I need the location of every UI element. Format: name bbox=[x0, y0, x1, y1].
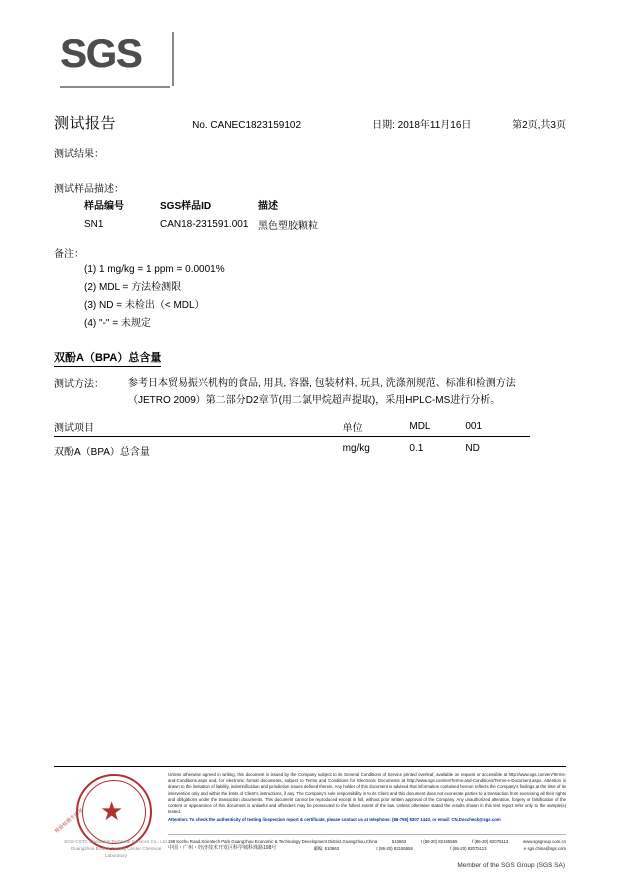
stamp-caption-line1: SGS-CSTC Standards Technical Services Co., Ltd. bbox=[64, 839, 168, 844]
result-item-mdl: 0.1 bbox=[409, 443, 424, 454]
sample-id-value: CAN18-231591.001 bbox=[160, 219, 249, 230]
report-number: No. CANEC1823159102 bbox=[192, 120, 302, 131]
table-header-row bbox=[54, 419, 530, 437]
stamp-caption-line2: Guangzhou Branch Testing Center Chemical Laboratory bbox=[70, 846, 162, 858]
table-header-row bbox=[84, 197, 398, 217]
stamp-arc-label: 检验检测专用章 bbox=[53, 807, 85, 835]
star-icon: ★ bbox=[100, 796, 124, 826]
footer-address-en-row bbox=[168, 838, 566, 845]
footer-address-cn-fax: f (86-20) 82075113 bbox=[450, 846, 487, 851]
footer-address-cn-row bbox=[168, 845, 566, 852]
logo-vertical-bar bbox=[172, 32, 174, 86]
list-item: (1) 1 mg/kg = 1 ppm = 0.0001% bbox=[84, 264, 225, 275]
footer-address-cn-email: e sgs.china@sgs.com bbox=[523, 846, 566, 851]
footer-address-en-fax: f (86-20) 82075113 bbox=[472, 839, 509, 844]
table-row bbox=[54, 437, 530, 459]
footer-address-en-web: www.sgsgroup.com.cn bbox=[523, 839, 566, 844]
footer-address-en-tel: t (86-20) 82155555 bbox=[420, 839, 458, 844]
result-col-unit: 单位 bbox=[343, 419, 410, 437]
notes-label: 备注： bbox=[54, 249, 84, 260]
sample-col-desc: 描述 bbox=[258, 201, 278, 212]
test-results-label: 测试结果： bbox=[54, 149, 104, 160]
notes-list bbox=[84, 261, 225, 333]
footer-address-cn-zip: 邮编: 510663 bbox=[313, 846, 340, 851]
report-meta bbox=[192, 116, 566, 133]
sample-table bbox=[84, 197, 398, 232]
footer-address-en: 198 Kezhu Road,Scientech Park Guangzhou Economic & Technology Development District,Guangzhou,China bbox=[168, 839, 378, 844]
list-item: (3) ND = 未检出（< MDL） bbox=[84, 300, 205, 311]
result-col-sample-001: 001 bbox=[465, 419, 530, 437]
footer-disclaimer bbox=[168, 772, 566, 824]
result-item-value: ND bbox=[465, 443, 480, 454]
footer-address-divider bbox=[168, 834, 566, 835]
footer-member-text: Member of the SGS Group (SGS SA) bbox=[457, 862, 565, 869]
report-date: 日期: 2018年11月16日 bbox=[372, 120, 472, 131]
result-col-item: 测试项目 bbox=[54, 419, 343, 437]
result-item-unit: mg/kg bbox=[342, 443, 370, 454]
sample-col-id: SGS样品ID bbox=[160, 201, 212, 212]
sample-col-no: 样品编号 bbox=[84, 201, 124, 212]
list-item: (4) "-" = 未规定 bbox=[84, 318, 151, 329]
section-heading-bpa: 双酚A（BPA）总含量 bbox=[54, 349, 161, 367]
result-col-mdl: MDL bbox=[409, 419, 465, 437]
footer-address-cn: 中国・广州・经济技术开发区科学城科珠路198号 bbox=[168, 845, 277, 851]
test-method-label: 测试方法： bbox=[54, 379, 104, 390]
test-method-text: 参考日本贸易振兴机构的食品, 用具, 容器, 包装材料, 玩具, 洗涤剂规范、标准和检测方法（JETRO 2009）第二部分D2章节(用二氯甲烷超声提取)，采用HPLC-MS进行分析。 bbox=[128, 378, 516, 406]
list-item: (2) MDL = 方法检测限 bbox=[84, 282, 182, 293]
sgs-logo-text: SGS bbox=[60, 32, 142, 76]
sample-no-value: SN1 bbox=[84, 219, 104, 230]
sample-description-label: 测试样品描述： bbox=[54, 184, 124, 195]
report-header-row bbox=[54, 112, 566, 133]
sample-desc-value: 黑色塑胶颗粒 bbox=[258, 221, 318, 232]
results-table bbox=[54, 419, 530, 458]
result-item-name: 双酚A（BPA）总含量 bbox=[54, 447, 150, 458]
footer-divider bbox=[54, 766, 566, 767]
footer-address bbox=[168, 838, 566, 852]
sgs-logo bbox=[60, 32, 180, 84]
page-indicator: 第2页,共3页 bbox=[512, 120, 566, 131]
page-title: 测试报告 bbox=[54, 115, 117, 132]
footer-address-en-zip: 510663 bbox=[391, 839, 407, 844]
logo-underline bbox=[60, 86, 170, 88]
footer-address-cn-tel: t (86-20) 82155555 bbox=[376, 846, 413, 851]
footer-attention-text: Attention: To check the authenticity of testing /inspection report & certificate, please contact us at telephone: (86-755) 8307 1443, or email: CN.Doccheck@sgs.com bbox=[168, 817, 501, 823]
footer-disclaimer-text: Unless otherwise agreed in writing, this document is issued by the Company subject to its General Conditions of Service printed overleaf, available on request or accessible at http://www.sgs.com/en/Terms-and-Conditions.aspx and, for electronic format documents, subject to Terms and Conditions for Electronic Documents at http://www.sgs.com/en/Terms-and-Conditions/Terms-e-Document.aspx. Attention is drawn to the limitation of liability, indemnification and jurisdiction issues defined therein. Any holder of this document is advised that information contained hereon reflects the Company's findings at the time of its intervention only and within the limits of Client's instructions, if any. The Company's sole responsibility is to its Client and this document does not exonerate parties to a transaction from exercising all their rights and obligations under the transaction documents. This document cannot be reproduced except in full, without prior written approval of the Company. Any unauthorized alteration, forgery or falsification of the content or appearance of this document is unlawful and offenders may be prosecuted to the fullest extent of the law. Unless otherwise stated the results shown in this test report refer only to the sample(s) tested. bbox=[168, 772, 566, 815]
company-stamp bbox=[53, 772, 170, 860]
table-row bbox=[84, 217, 398, 232]
stamp-caption bbox=[60, 838, 172, 859]
